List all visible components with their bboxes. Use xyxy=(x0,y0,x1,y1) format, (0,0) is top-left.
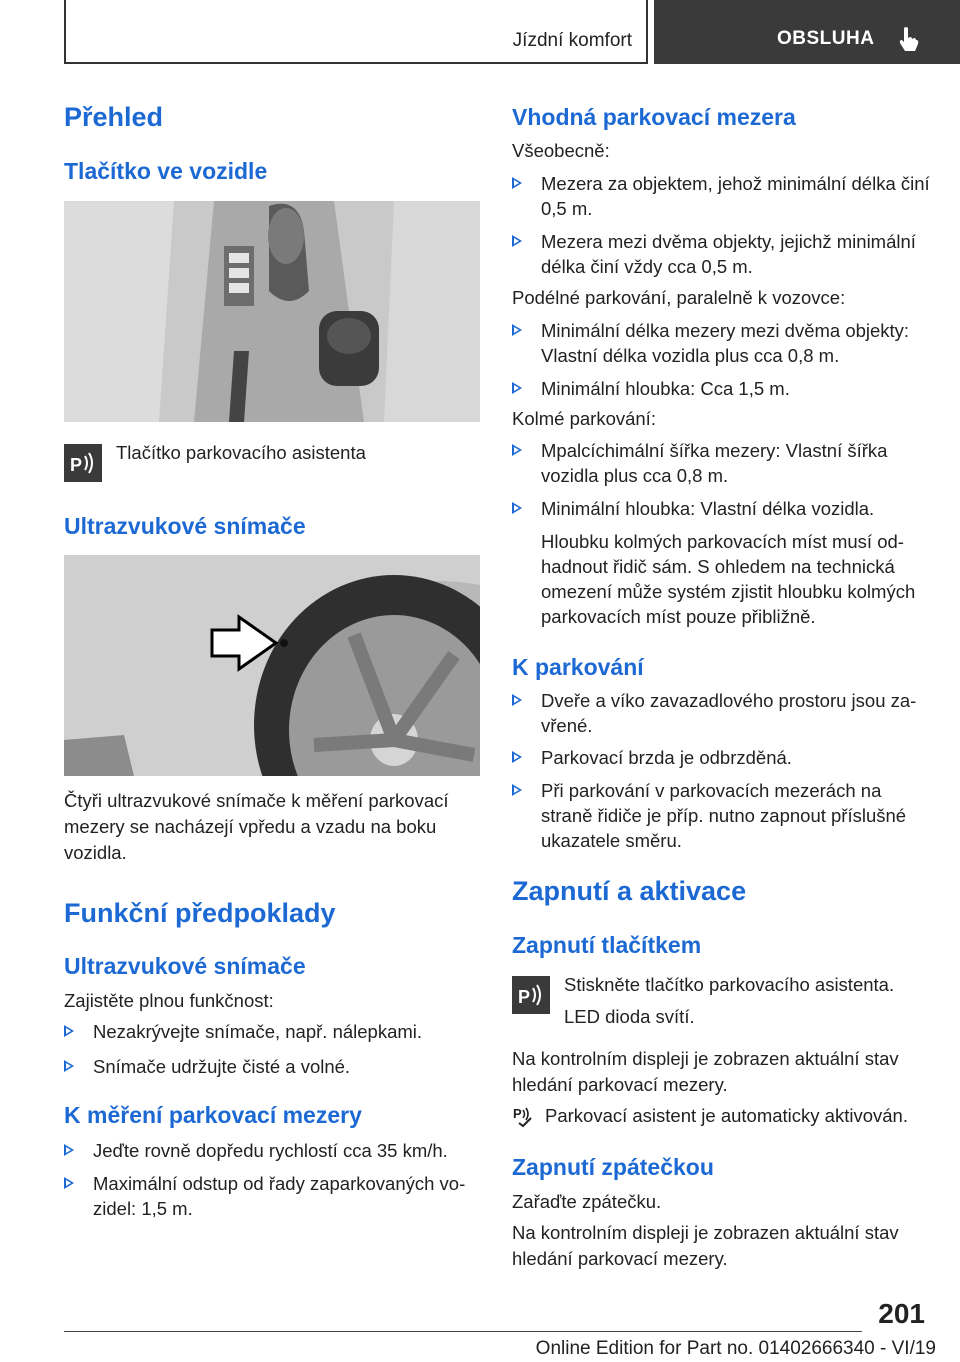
active-note: Parkovací asistent je automaticky aktivován. xyxy=(545,1105,908,1126)
sensors-caption: Čtyři ultrazvukové snímače k měření parkovací mezery se nacházejí vpředu a vzadu na boku vozidla. xyxy=(64,790,449,863)
heading-ultrasonic-sensors: Ultrazvukové snímače xyxy=(64,513,306,539)
title-overview: Přehled xyxy=(64,102,164,132)
bullet-triangle-icon xyxy=(512,324,522,336)
title-switch-on-activate: Zapnutí a aktivace xyxy=(512,876,747,906)
general-label: Všeobecně: xyxy=(512,140,610,161)
bullet-triangle-icon xyxy=(512,694,522,706)
bullet-triangle-icon xyxy=(512,235,522,247)
bullet-triangle-icon xyxy=(512,751,522,763)
heading-func-sensors: Ultrazvukové snímače xyxy=(64,953,306,979)
list-item: Nezakrývejte snímače, např. nálepkami. xyxy=(64,1019,480,1044)
bullet-triangle-icon xyxy=(512,444,522,456)
svg-text:P: P xyxy=(70,455,83,475)
hand-pointer-icon xyxy=(897,26,919,52)
list-item: Minimální hloubka: Vlastní délka vozidla. xyxy=(512,496,930,521)
title-functional-requirements: Funkční předpoklady xyxy=(64,898,336,928)
list-item: Při parkování v parkovacích mezerách na straně řidiče je příp. nutno zapnout příslušné ukazatele směru. xyxy=(512,778,930,853)
parking-assistant-button-icon xyxy=(64,444,102,482)
bullet-triangle-icon xyxy=(64,1060,74,1072)
list-item: Minimální hloubka: Cca 1,5 m. xyxy=(512,376,930,401)
perpendicular-note: Hloubku kolmých parkovacích míst musí od-hadnout řidič sám. S ohledem na technická omezení může systém zjistit hloubku kolmých parkovacích míst pouze přibližně. xyxy=(541,531,916,627)
page-number: 201 xyxy=(878,1298,925,1329)
display-note: Na kontrolním displeji je zobrazen aktuální stav hledání parkovací mezery. xyxy=(512,1048,899,1095)
header-tab[interactable] xyxy=(654,0,960,64)
svg-text:P: P xyxy=(513,1106,522,1121)
header-tab-label: OBSLUHA xyxy=(777,28,875,49)
parking-assistant-button-icon xyxy=(512,976,550,1014)
photo-sensor-location xyxy=(64,555,480,776)
photo-center-console xyxy=(64,201,480,422)
list-item: Mezera mezi dvěma objekty, jejichž minimální délka činí vždy cca 0,5 m. xyxy=(512,229,930,279)
heading-measure-space: K měření parkovací mezery xyxy=(64,1102,362,1128)
header-section-title: Jízdní komfort xyxy=(512,30,632,51)
svg-text:P: P xyxy=(518,987,531,1007)
heading-switch-on-button: Zapnutí tlačítkem xyxy=(512,932,702,958)
reverse-step: Zařaďte zpátečku. xyxy=(512,1191,662,1212)
list-item: Jeďte rovně dopředu rychlostí cca 35 km/h. xyxy=(64,1138,480,1163)
bullet-triangle-icon xyxy=(512,784,522,796)
parking-assistant-active-icon xyxy=(512,1104,538,1128)
bullet-triangle-icon xyxy=(64,1025,74,1037)
list-item: Minimální délka mezery mezi dvěma objekty: Vlastní délka vozidla plus cca 0,8 m. xyxy=(512,318,930,368)
bullet-triangle-icon xyxy=(512,502,522,514)
list-item: Mezera za objektem, jehož minimální délka činí 0,5 m. xyxy=(512,171,930,221)
header-section-box xyxy=(64,0,648,64)
footer-divider xyxy=(64,1331,862,1332)
heading-suitable-space: Vhodná parkovací mezera xyxy=(512,104,796,130)
bullet-triangle-icon xyxy=(64,1144,74,1156)
footer-edition: Online Edition for Part no. 01402666340 - VI/19 xyxy=(535,1338,936,1359)
button-on-step: Stiskněte tlačítko parkovacího asistenta. xyxy=(564,974,895,995)
button-on-result: LED dioda svítí. xyxy=(564,1006,695,1027)
bullet-triangle-icon xyxy=(512,177,522,189)
perpendicular-label: Kolmé parkování: xyxy=(512,408,656,429)
list-item: Mpalcíchimální šířka mezery: Vlastní šířka vozidla plus cca 0,8 m. xyxy=(512,438,930,488)
list-item: Snímače udržujte čisté a volné. xyxy=(64,1054,480,1079)
list-item: Dveře a víko zavazadlového prostoru jsou za-vřené. xyxy=(512,688,930,738)
bullet-triangle-icon xyxy=(64,1177,74,1189)
list-item: Parkovací brzda je odbrzděná. xyxy=(512,745,930,770)
heading-switch-on-reverse: Zapnutí zpátečkou xyxy=(512,1154,714,1180)
bullet-triangle-icon xyxy=(512,382,522,394)
list-item: Maximální odstup od řady zaparkovaných vo-zidel: 1,5 m. xyxy=(64,1171,480,1221)
parallel-label: Podélné parkování, paralelně k vozovce: xyxy=(512,287,846,308)
reverse-note: Na kontrolním displeji je zobrazen aktuální stav hledání parkovací mezery. xyxy=(512,1222,899,1269)
button-caption: Tlačítko parkovacího asistenta xyxy=(116,442,366,463)
heading-button-in-vehicle: Tlačítko ve vozidle xyxy=(64,158,268,184)
func-sensors-intro: Zajistěte plnou funkčnost: xyxy=(64,990,274,1011)
heading-for-parking: K parkování xyxy=(512,654,644,680)
